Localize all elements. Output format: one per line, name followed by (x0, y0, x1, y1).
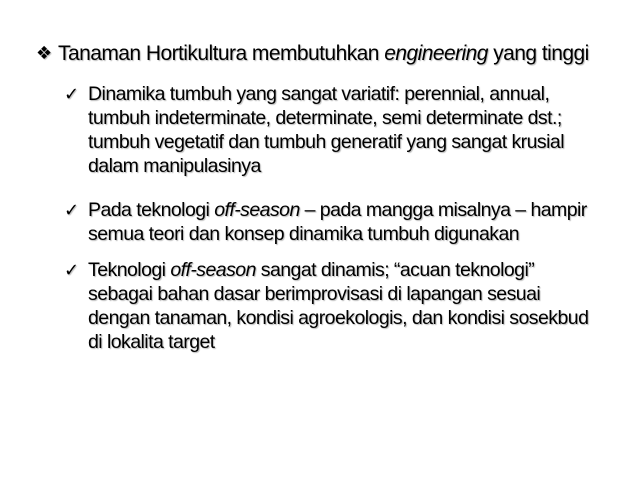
sub-bullet-1 (64, 82, 624, 178)
sub-bullet-3-before: Teknologi (88, 259, 171, 281)
sub-bullet-3-after: sangat dinamis; “acuan teknologi” (255, 259, 535, 281)
sub-bullet-1-line: tumbuh vegetatif dan tumbuh generatif yang sangat krusial (88, 131, 564, 153)
sub-bullet-2-before: Pada teknologi (88, 199, 215, 221)
sub-bullet-1-line: Dinamika tumbuh yang sangat variatif: perennial, annual, (88, 83, 550, 105)
sub-bullet-2-text (88, 198, 624, 246)
sub-bullet-2 (64, 198, 624, 246)
sub-bullet-3-line: di lokalita target (88, 331, 215, 353)
sub-bullet-3-line: sebagai bahan dasar berimprovisasi di lapangan sesuai (88, 283, 541, 305)
checkmark-icon: ✓ (64, 200, 79, 220)
checkmark-icon: ✓ (64, 260, 79, 280)
sub-bullet-3-line (88, 258, 624, 282)
sub-bullet-1-line: tumbuh indeterminate, determinate, semi determinate dst.; (88, 107, 562, 129)
heading-text-after: yang tinggi (487, 42, 589, 65)
sub-bullet-3-line: dengan tanaman, kondisi agroekologis, dan kondisi sosekbud (88, 307, 589, 329)
sub-bullet-2-line (88, 198, 624, 222)
sub-bullet-2-line: semua teori dan konsep dinamika tumbuh digunakan (88, 223, 520, 245)
sub-bullet-3 (64, 258, 624, 354)
sub-bullet-2-after: – pada mangga misalnya – hampir (299, 199, 587, 221)
diamond-four-bullet-icon: ❖ (36, 43, 52, 63)
sub-bullet-1-line: dalam manipulasinya (88, 155, 261, 177)
heading-text-italic: engineering (384, 42, 488, 65)
sub-bullet-2-italic: off-season (214, 199, 300, 221)
sub-bullet-1-text (88, 82, 624, 178)
sub-bullet-3-italic: off-season (170, 259, 256, 281)
sub-bullet-3-text (88, 258, 624, 354)
checkmark-icon: ✓ (64, 84, 79, 104)
heading-text-before: Tanaman Hortikultura membutuhkan (58, 42, 385, 65)
main-bullet (36, 40, 616, 67)
